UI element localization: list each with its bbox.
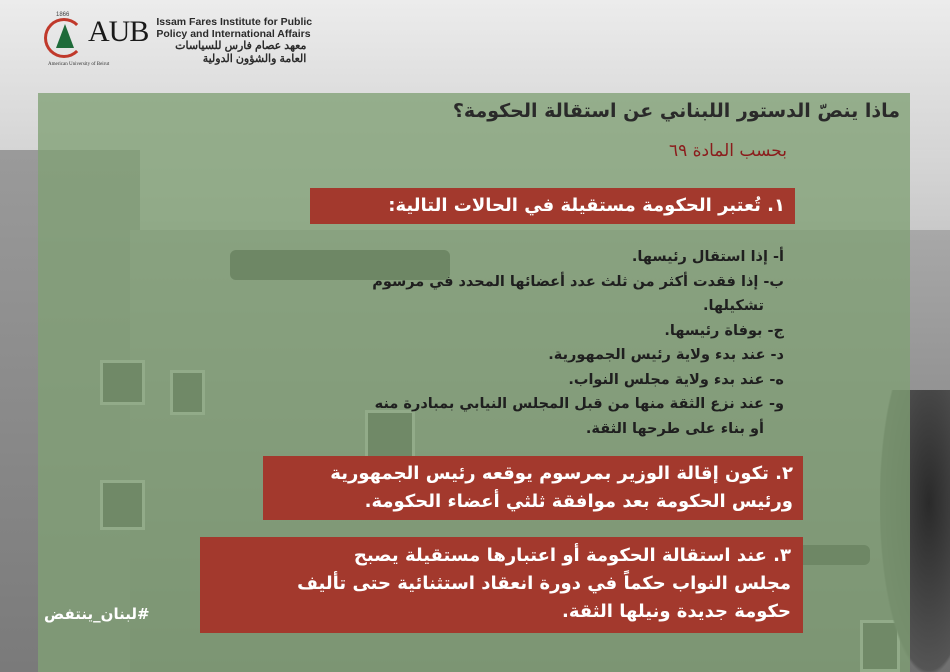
aub-logo [44,14,312,66]
section3-box [200,537,803,633]
list-item: و- عند نزع الثقة منها من قبل المجلس النيابي بمبادرة منه [374,396,784,412]
institute-ar-line2: العامة والشؤون الدولية [202,53,307,65]
list-item: ب- إذا فقدت أكثر من ثلث عدد أعضائها المحدد في مرسوم [372,273,784,290]
hashtag: #لبنان_ينتفض [44,605,150,623]
logo-brand: AUB [88,15,149,48]
section1-heading: ١. تُعتبر الحكومة مستقيلة في الحالات التالية: [388,195,785,216]
list-item: ج- بوفاة رئيسها. [664,322,784,339]
section2-line1: ٢. تكون إقالة الوزير بمرسوم يوقعه رئيس الجمهورية [330,463,793,484]
section3-line3: حكومة جديدة ونيلها الثقة. [561,601,791,622]
institute-ar-line1: معهد عصام فارس للسياسات [175,40,307,52]
article-reference: بحسب المادة ٦٩ [668,141,787,161]
cases-list [372,245,784,441]
section1-heading-box [310,188,795,224]
list-item: أ- إذا استقال رئيسها. [631,249,784,265]
list-item: تشكيلها. [703,298,764,314]
list-item: أو بناء على طرحها الثقة. [585,420,764,437]
section3-line1: ٣. عند استقالة الحكومة أو اعتبارها مستقيلة يصبح [353,545,791,566]
institute-name [156,14,312,66]
institute-en-line2: Policy and International Affairs [156,28,311,40]
logo-university: American University of Beirut [48,62,110,67]
list-item: د- عند بدء ولاية رئيس الجمهورية. [548,347,784,363]
section2-line2: ورئيس الحكومة بعد موافقة ثلثي أعضاء الحكومة. [364,491,793,512]
section2-box [263,456,803,520]
section3-line2: مجلس النواب حكماً في دورة انعقاد استثنائية حتى تأليف [297,573,791,594]
institute-en-line1: Issam Fares Institute for Public [156,16,313,28]
list-item: ه- عند بدء ولاية مجلس النواب. [568,371,784,388]
page-title: ماذا ينصّ الدستور اللبناني عن استقالة الحكومة؟ [452,100,900,122]
cedar-emblem-icon [44,14,86,56]
logo-year: 1866 [56,12,70,18]
